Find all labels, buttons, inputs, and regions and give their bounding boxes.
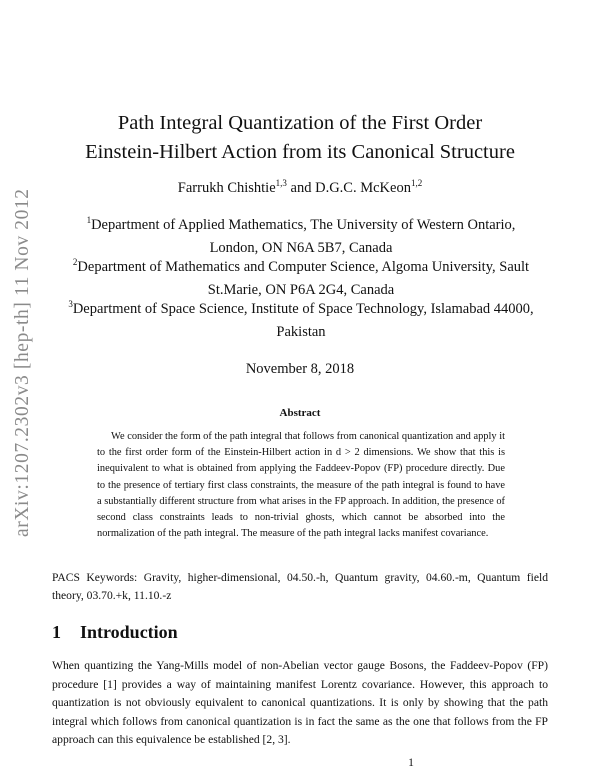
introduction-paragraph: When quantizing the Yang-Mills model of non-Abelian vector gauge Bosons, the Faddeev-Popov (FP) procedure [1] provides a way of maintaining manifest Lorentz covariance. However, this approach to quantization is not obviously equivalent to canonical quantizations. It is only by showing that the path integral which follows from canonical quantization is in fact the same as the one that follows from the FP approach can this equivalence be established [2, 3]. <box>52 659 548 747</box>
title-line-2: Einstein-Hilbert Action from its Canonical Structure <box>85 141 515 163</box>
pacs-keywords: PACS Keywords: Gravity, higher-dimensional, 04.50.-h, Quantum gravity, 04.60.-m, Quantum field theory, 03.70.+k, 11.10.-z <box>52 571 548 602</box>
affiliation-2-superscript: 2 <box>72 257 78 268</box>
author-conjunction: and <box>286 180 316 196</box>
affiliation-3-superscript: 3 <box>68 299 73 310</box>
section-heading <box>52 622 178 643</box>
affiliation-2-line-2: St.Marie, ON P6A 2G4, Canada <box>207 282 395 298</box>
section-title: Introduction <box>80 622 178 642</box>
author-1-superscript: 1,3 <box>275 178 287 189</box>
publication-date: November 8, 2018 <box>245 361 355 377</box>
author-list <box>60 180 540 197</box>
section-number: 1 <box>52 622 61 642</box>
affiliation-3-line-1: Department of Space Science, Institute of Space Technology, Islamabad 44000, <box>72 301 534 317</box>
paper-title <box>60 109 540 167</box>
abstract-heading: Abstract <box>279 407 321 419</box>
affiliation-3-line-2: Pakistan <box>276 324 326 340</box>
affiliation-2-line-1: Department of Mathematics and Computer Science, Algoma University, Sault <box>77 259 530 275</box>
affiliation-1-line-1: Department of Applied Mathematics, The University of Western Ontario, <box>91 217 516 233</box>
affiliation-1-superscript: 1 <box>86 215 92 226</box>
author-1: Farrukh Chishtie <box>177 180 276 196</box>
affiliation-1-line-2: London, ON N6A 5B7, Canada <box>209 240 393 256</box>
affiliation-3 <box>56 298 546 344</box>
affiliation-1 <box>56 214 546 260</box>
author-2-superscript: 1,2 <box>410 178 423 189</box>
abstract-text: We consider the form of the path integral that follows from canonical quantization and apply it to the first order form of the Einstein-Hilbert action in d > 2 dimensions. We show that this is inequivalent to what is obtained from applying the Faddeev-Popov (FP) procedure directly. Due to the presence of tertiary first class constraints, the measure of the path integral is found to have a substantially different structure from what arises in the FP approach. In addition, the presence of second class constraints leads to non-trivial ghosts, which cannot be absorbed into the normalization of the path integral. The measure of the path integral lacks manifest covariance. <box>97 431 505 540</box>
author-2: D.G.C. McKeon <box>315 180 411 196</box>
arxiv-identifier: arXiv:1207.2302v3 [hep-th] 11 Nov 2012 <box>12 188 33 538</box>
page-number: 1 <box>408 756 414 769</box>
affiliation-2 <box>56 256 546 302</box>
title-line-1: Path Integral Quantization of the First Order <box>117 112 483 134</box>
